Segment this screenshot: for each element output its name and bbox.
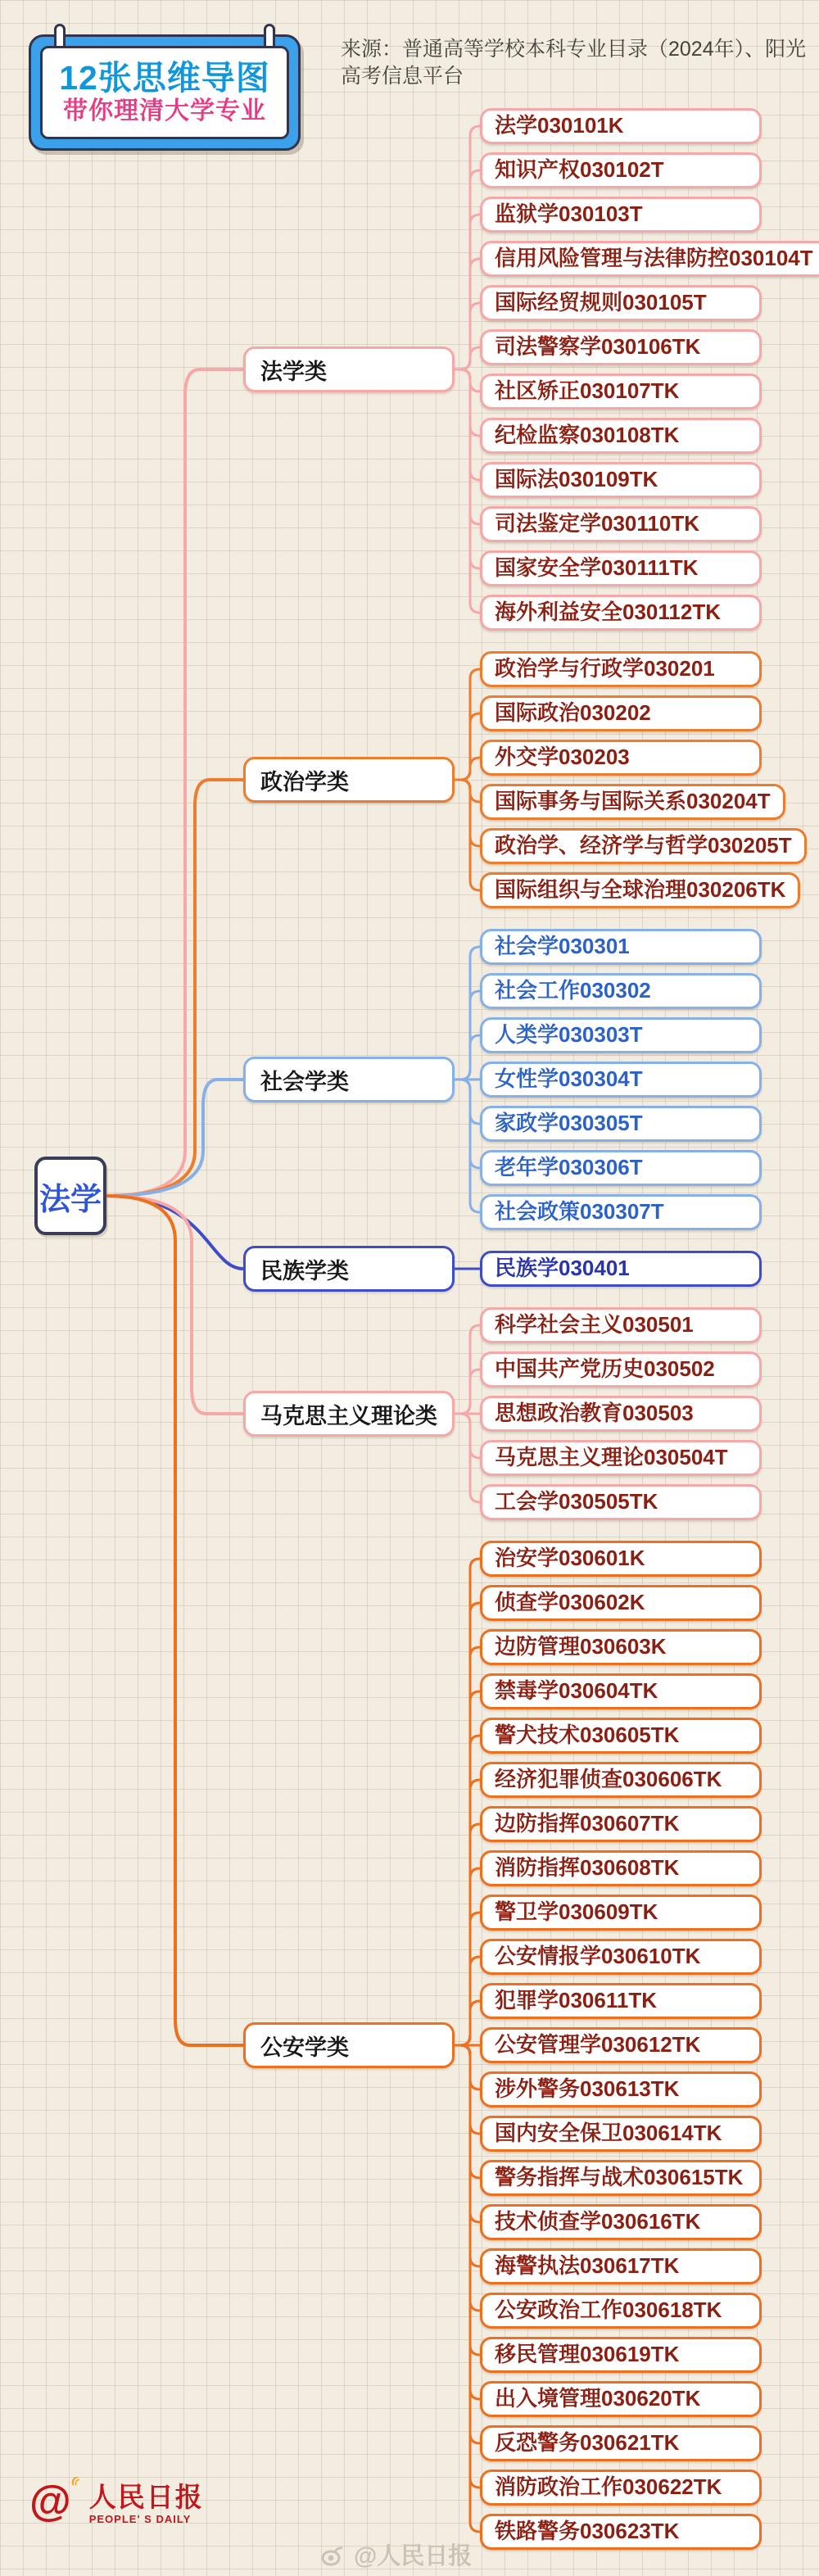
root-node: 法学: [34, 1157, 106, 1235]
leaf-law-7: 社区矫正030107TK: [480, 373, 762, 410]
leaf-sociology-1: 社会学030301: [480, 929, 762, 965]
leaf-public-security-17: 海警执法030617TK: [480, 2248, 762, 2284]
leaf-law-5: 国际经贸规则030105T: [480, 285, 762, 321]
leaf-sociology-3: 人类学030303T: [480, 1017, 762, 1053]
logo-cn-text: 人民日报: [88, 2482, 204, 2512]
badge-card: [40, 46, 289, 139]
connector-line: [451, 1035, 483, 1080]
connector-line: [106, 369, 243, 1196]
leaf-political-science-4: 国际事务与国际关系030204T: [480, 784, 785, 820]
leaf-public-security-10: 公安情报学030610TK: [480, 1939, 762, 1975]
leaf-public-security-18: 公安政治工作030618TK: [480, 2293, 762, 2329]
leaf-public-security-4: 禁毒学030604TK: [480, 1673, 762, 1709]
leaf-public-security-2: 侦查学030602K: [480, 1585, 762, 1621]
connector-line: [451, 947, 483, 1080]
title-badge: [29, 34, 301, 151]
leaf-sociology-2: 社会工作030302: [480, 973, 762, 1009]
connector-line: [451, 1736, 483, 2045]
connector-line: [451, 2045, 483, 2443]
peoples-daily-logo: [29, 2479, 204, 2525]
weibo-watermark: [321, 2538, 472, 2571]
leaf-public-security-20: 出入境管理030620TK: [480, 2381, 762, 2417]
branch-public-security: 公安学类: [243, 2022, 455, 2068]
leaf-public-security-14: 国内安全保卫030614TK: [480, 2116, 762, 2152]
connector-line: [451, 1824, 483, 2045]
connector-line: [451, 369, 483, 480]
weibo-eye-icon: [321, 2543, 349, 2566]
leaf-public-security-3: 边防管理030603K: [480, 1629, 762, 1665]
leaf-law-11: 国家安全学030111TK: [480, 550, 762, 586]
connector-line: [451, 1080, 483, 1212]
connector-line: [451, 2045, 483, 2089]
leaf-marxism-theory-5: 工会学030505TK: [480, 1484, 762, 1520]
branch-law: 法学类: [243, 346, 455, 392]
leaf-public-security-9: 警卫学030609TK: [480, 1895, 762, 1931]
connector-line: [451, 369, 483, 613]
leaf-public-security-1: 治安学030601K: [480, 1541, 762, 1577]
connector-line: [451, 369, 483, 568]
connector-line: [451, 170, 483, 369]
at-symbol: @: [29, 2478, 71, 2525]
connector-line: [451, 259, 483, 369]
connector-line: [451, 2045, 483, 2355]
leaf-public-security-12: 公安管理学030612TK: [480, 2027, 762, 2063]
connector-line: [451, 347, 483, 369]
leaf-law-9: 国际法030109TK: [480, 462, 762, 498]
leaf-law-6: 司法警察学030106TK: [480, 329, 762, 365]
connector-line: [451, 2045, 483, 2532]
connector-line: [451, 1080, 483, 1124]
leaf-sociology-5: 家政学030305T: [480, 1106, 762, 1142]
leaf-public-security-16: 技术侦查学030616TK: [480, 2204, 762, 2240]
leaf-public-security-5: 警犬技术030605TK: [480, 1718, 762, 1754]
leaf-law-3: 监狱学030103T: [480, 197, 762, 233]
leaf-public-security-22: 消防政治工作030622TK: [480, 2470, 762, 2506]
connector-line: [106, 780, 243, 1196]
connector-line: [451, 369, 483, 436]
leaf-public-security-7: 边防指挥030607TK: [480, 1806, 762, 1842]
leaf-column: [480, 108, 819, 2558]
source-note: 来源：普通高等学校本科专业目录（2024年）、阳光高考信息平台: [341, 38, 807, 88]
leaf-public-security-15: 警务指挥与战术030615TK: [480, 2160, 762, 2196]
leaf-marxism-theory-1: 科学社会主义030501: [480, 1307, 762, 1343]
leaf-political-science-3: 外交学030203: [480, 740, 762, 776]
connector-line: [451, 1913, 483, 2045]
connector-line: [451, 126, 483, 369]
connector-line: [451, 713, 483, 780]
leaf-political-science-2: 国际政治030202: [480, 695, 762, 731]
leaf-sociology-4: 女性学030304T: [480, 1062, 762, 1098]
connector-line: [451, 758, 483, 780]
leaf-marxism-theory-3: 思想政治教育030503: [480, 1396, 762, 1432]
leaf-law-10: 司法鉴定学030110TK: [480, 506, 762, 542]
leaf-public-security-19: 移民管理030619TK: [480, 2337, 762, 2373]
leaf-political-science-1: 政治学与行政学030201: [480, 651, 762, 687]
leaf-sociology-6: 老年学030306T: [480, 1150, 762, 1186]
connector-line: [451, 780, 483, 846]
connector-line: [451, 1647, 483, 2045]
connector-line: [451, 2001, 483, 2045]
branch-sociology: 社会学类: [243, 1057, 455, 1102]
branch-political-science: 政治学类: [243, 757, 455, 803]
connector-line: [451, 303, 483, 369]
leaf-law-8: 纪检监察030108TK: [480, 418, 762, 454]
leaf-public-security-21: 反恐警务030621TK: [480, 2425, 762, 2461]
leaf-public-security-13: 涉外警务030613TK: [480, 2071, 762, 2107]
branch-marxism-theory: 马克思主义理论类: [243, 1391, 455, 1437]
badge-title: 12张思维导图: [59, 59, 270, 97]
leaf-law-12: 海外利益安全030112TK: [480, 595, 762, 631]
leaf-sociology-7: 社会政策030307T: [480, 1194, 762, 1230]
leaf-political-science-6: 国际组织与全球治理030206TK: [480, 872, 800, 908]
connector-line: [451, 669, 483, 780]
branch-ethnology: 民族学类: [243, 1246, 455, 1292]
leaf-marxism-theory-2: 中国共产党历史030502: [480, 1351, 762, 1388]
connector-line: [451, 2045, 483, 2178]
connector-line: [451, 1559, 483, 2045]
connector-line: [451, 1369, 483, 1414]
badge-subtitle: 带你理清大学专业: [63, 97, 266, 124]
signal-arcs-icon: [66, 2477, 86, 2495]
leaf-law-2: 知识产权030102T: [480, 152, 762, 188]
leaf-political-science-5: 政治学、经济学与哲学030205T: [480, 828, 807, 864]
connector-line: [451, 1414, 483, 1458]
leaf-ethnology-1: 民族学030401: [480, 1251, 762, 1287]
leaf-public-security-11: 犯罪学030611TK: [480, 1983, 762, 2019]
leaf-public-security-8: 消防指挥030608TK: [480, 1850, 762, 1886]
leaf-marxism-theory-4: 马克思主义理论030504T: [480, 1440, 762, 1476]
weibo-watermark-text: @人民日报: [354, 2543, 473, 2569]
leaf-public-security-23: 铁路警务030623TK: [480, 2514, 762, 2550]
logo-en-text: PEOPLE' S DAILY: [88, 2513, 192, 2525]
connector-line: [451, 780, 483, 890]
leaf-law-1: 法学030101K: [480, 108, 762, 144]
connector-line: [451, 2045, 483, 2266]
connector-line: [106, 1196, 243, 2045]
leaf-law-4: 信用风险管理与法律防控030104T: [480, 241, 819, 277]
leaf-public-security-6: 经济犯罪侦查030606TK: [480, 1762, 762, 1798]
